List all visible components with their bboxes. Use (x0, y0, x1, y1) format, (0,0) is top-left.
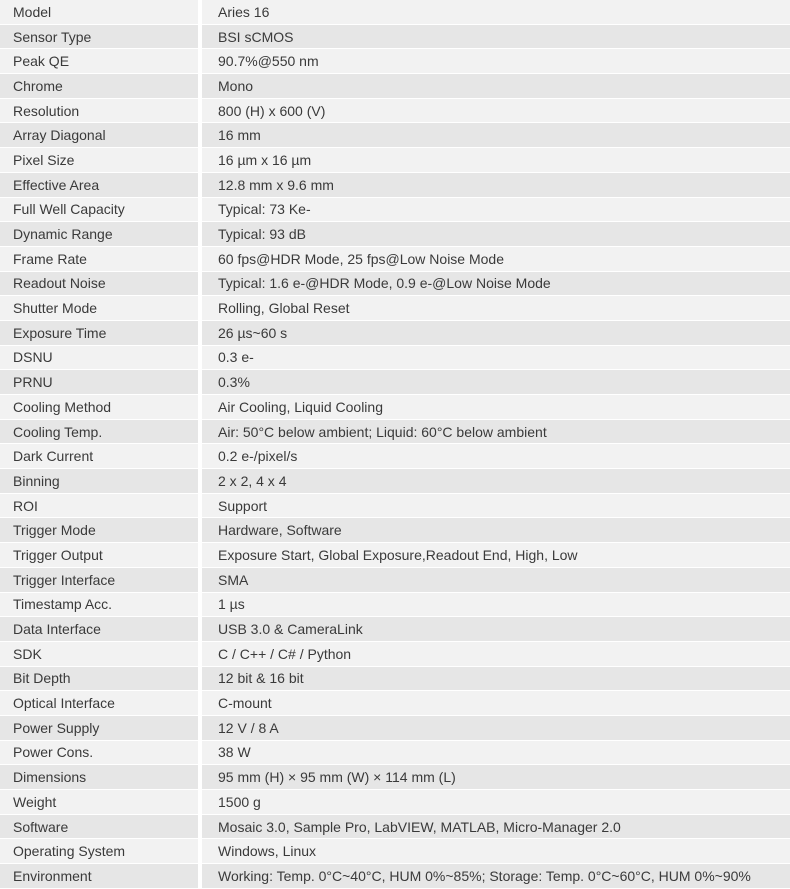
spec-label: Cooling Method (0, 395, 198, 420)
spec-label: Full Well Capacity (0, 198, 198, 223)
spec-value: 12.8 mm x 9.6 mm (198, 173, 790, 198)
spec-label: Power Supply (0, 716, 198, 741)
table-row (0, 617, 790, 642)
spec-value: C-mount (198, 691, 790, 716)
spec-value: 2 x 2, 4 x 4 (198, 469, 790, 494)
table-row (0, 123, 790, 148)
spec-label: Trigger Output (0, 543, 198, 568)
spec-label: Effective Area (0, 173, 198, 198)
spec-value: 90.7%@550 nm (198, 49, 790, 74)
table-row (0, 839, 790, 864)
table-row (0, 642, 790, 667)
table-row (0, 518, 790, 543)
table-row (0, 272, 790, 297)
spec-label: Power Cons. (0, 741, 198, 766)
spec-value: Windows, Linux (198, 839, 790, 864)
spec-label: ROI (0, 494, 198, 519)
table-row (0, 0, 790, 25)
spec-value: Rolling, Global Reset (198, 296, 790, 321)
table-row (0, 395, 790, 420)
table-row (0, 543, 790, 568)
table-row (0, 420, 790, 445)
spec-value: 0.2 e-/pixel/s (198, 444, 790, 469)
table-row (0, 494, 790, 519)
table-row (0, 765, 790, 790)
table-row (0, 691, 790, 716)
spec-label: Dynamic Range (0, 222, 198, 247)
table-row (0, 25, 790, 50)
table-row (0, 148, 790, 173)
table-row (0, 741, 790, 766)
spec-label: Environment (0, 864, 198, 889)
table-row (0, 173, 790, 198)
spec-value: 12 V / 8 A (198, 716, 790, 741)
table-row (0, 321, 790, 346)
spec-value: 0.3 e- (198, 346, 790, 371)
spec-value: Typical: 1.6 e-@HDR Mode, 0.9 e-@Low Noise Mode (198, 272, 790, 297)
table-row (0, 247, 790, 272)
spec-label: Pixel Size (0, 148, 198, 173)
spec-value: 16 µm x 16 µm (198, 148, 790, 173)
spec-label: Array Diagonal (0, 123, 198, 148)
table-row (0, 444, 790, 469)
spec-value: BSI sCMOS (198, 25, 790, 50)
spec-label: Dimensions (0, 765, 198, 790)
spec-label: Binning (0, 469, 198, 494)
spec-value: Typical: 93 dB (198, 222, 790, 247)
table-row (0, 667, 790, 692)
table-row (0, 198, 790, 223)
spec-value: 1500 g (198, 790, 790, 815)
spec-label: Timestamp Acc. (0, 593, 198, 618)
spec-value: SMA (198, 568, 790, 593)
table-row (0, 370, 790, 395)
spec-label: Software (0, 815, 198, 840)
spec-value: 16 mm (198, 123, 790, 148)
table-row (0, 99, 790, 124)
table-row (0, 593, 790, 618)
table-row (0, 49, 790, 74)
spec-label: Readout Noise (0, 272, 198, 297)
spec-value: 800 (H) x 600 (V) (198, 99, 790, 124)
spec-value: Support (198, 494, 790, 519)
spec-value: 60 fps@HDR Mode, 25 fps@Low Noise Mode (198, 247, 790, 272)
spec-value: 0.3% (198, 370, 790, 395)
spec-label: Chrome (0, 74, 198, 99)
spec-value: 38 W (198, 741, 790, 766)
spec-label: Data Interface (0, 617, 198, 642)
spec-label: SDK (0, 642, 198, 667)
spec-label: DSNU (0, 346, 198, 371)
table-row (0, 716, 790, 741)
spec-value: Mosaic 3.0, Sample Pro, LabVIEW, MATLAB, Micro-Manager 2.0 (198, 815, 790, 840)
spec-label: PRNU (0, 370, 198, 395)
spec-label: Operating System (0, 839, 198, 864)
spec-value: 95 mm (H) × 95 mm (W) × 114 mm (L) (198, 765, 790, 790)
spec-value: Aries 16 (198, 0, 790, 25)
spec-label: Frame Rate (0, 247, 198, 272)
spec-label: Exposure Time (0, 321, 198, 346)
spec-label: Weight (0, 790, 198, 815)
spec-label: Cooling Temp. (0, 420, 198, 445)
table-row (0, 222, 790, 247)
spec-value: Hardware, Software (198, 518, 790, 543)
spec-label: Resolution (0, 99, 198, 124)
spec-label: Model (0, 0, 198, 25)
spec-label: Peak QE (0, 49, 198, 74)
spec-label: Optical Interface (0, 691, 198, 716)
spec-value: Exposure Start, Global Exposure,Readout End, High, Low (198, 543, 790, 568)
spec-value: USB 3.0 & CameraLink (198, 617, 790, 642)
spec-value: 12 bit & 16 bit (198, 667, 790, 692)
spec-label: Trigger Mode (0, 518, 198, 543)
spec-value: C / C++ / C# / Python (198, 642, 790, 667)
spec-label: Shutter Mode (0, 296, 198, 321)
table-row (0, 568, 790, 593)
spec-label: Sensor Type (0, 25, 198, 50)
table-row (0, 296, 790, 321)
spec-value: Air Cooling, Liquid Cooling (198, 395, 790, 420)
spec-value: Typical: 73 Ke- (198, 198, 790, 223)
spec-value: Working: Temp. 0°C~40°C, HUM 0%~85%; Storage: Temp. 0°C~60°C, HUM 0%~90% (198, 864, 790, 889)
table-row (0, 469, 790, 494)
spec-label: Bit Depth (0, 667, 198, 692)
table-row (0, 815, 790, 840)
spec-value: 26 µs~60 s (198, 321, 790, 346)
table-row (0, 864, 790, 889)
spec-value: Air: 50°C below ambient; Liquid: 60°C below ambient (198, 420, 790, 445)
spec-value: 1 µs (198, 593, 790, 618)
table-row (0, 346, 790, 371)
spec-value: Mono (198, 74, 790, 99)
spec-label: Dark Current (0, 444, 198, 469)
table-row (0, 74, 790, 99)
table-row (0, 790, 790, 815)
spec-label: Trigger Interface (0, 568, 198, 593)
